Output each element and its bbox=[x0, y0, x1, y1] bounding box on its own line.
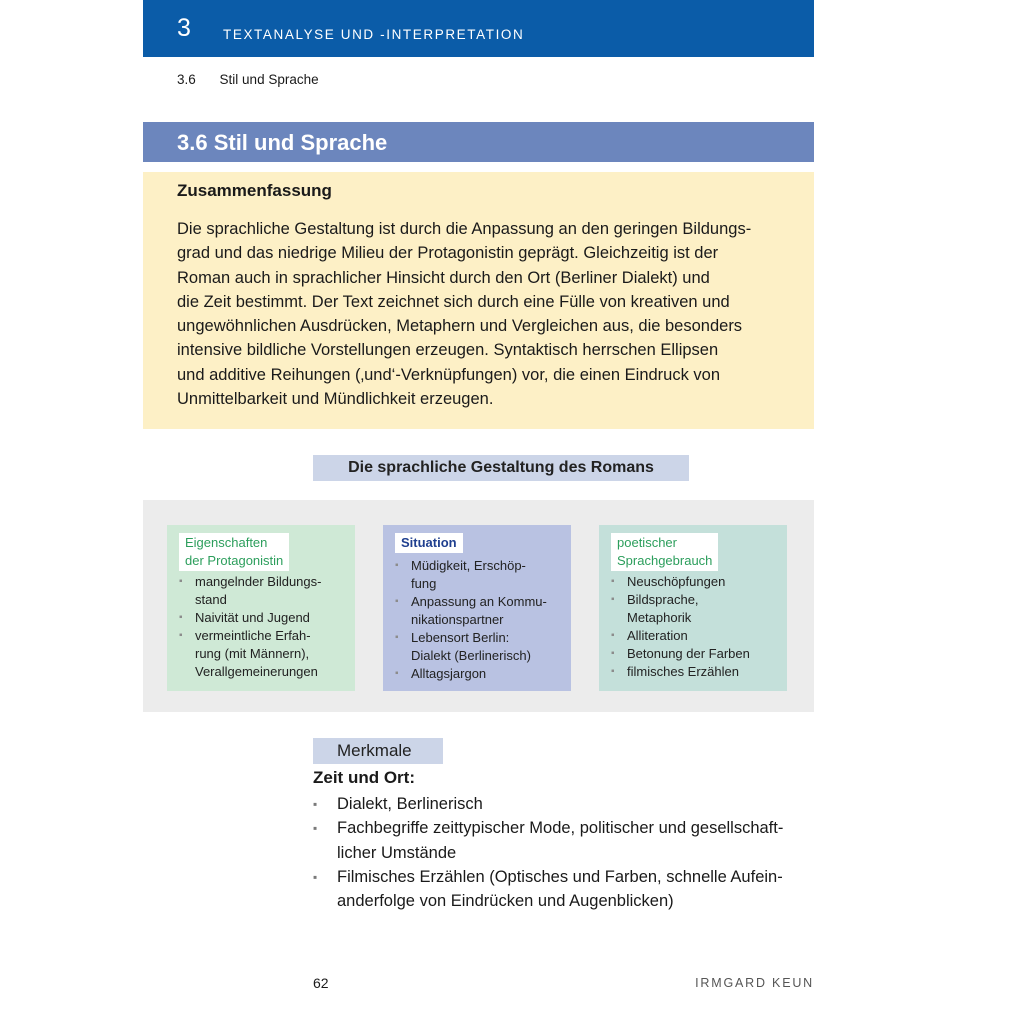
diagram-area bbox=[143, 500, 814, 712]
item-line: Neuschöpfungen bbox=[627, 574, 726, 589]
box-list bbox=[395, 557, 547, 683]
list-item bbox=[179, 627, 321, 681]
item-line: nikationspartner bbox=[411, 612, 504, 627]
box-protagonist-traits bbox=[167, 525, 355, 691]
chapter-header-bar bbox=[143, 0, 814, 57]
list-item bbox=[395, 665, 547, 683]
list-item bbox=[179, 609, 321, 627]
item-line: Lebensort Berlin: bbox=[411, 630, 510, 645]
item-line: Alltagsjargon bbox=[411, 666, 487, 681]
item-line: Dialekt (Berlinerisch) bbox=[411, 648, 531, 663]
list-item bbox=[611, 573, 750, 591]
section-title: 3.6 Stil und Sprache bbox=[177, 130, 388, 155]
box-list bbox=[611, 573, 750, 681]
box-label-line: poetischer bbox=[617, 535, 677, 550]
diagram-title: Die sprachliche Gestaltung des Romans bbox=[313, 455, 689, 481]
list-item bbox=[313, 816, 823, 865]
summary-line: Roman auch in sprachlicher Hinsicht durch den Ort (Berliner Dialekt) und bbox=[177, 268, 710, 287]
list-item bbox=[611, 645, 750, 663]
box-poetic-language bbox=[599, 525, 787, 691]
chapter-title: TEXTANALYSE UND -INTERPRETATION bbox=[223, 27, 525, 42]
box-label-line: Situation bbox=[401, 535, 457, 550]
summary-line: ungewöhnlichen Ausdrücken, Metaphern und Vergleichen aus, die besonders bbox=[177, 317, 743, 336]
running-head-title: Stil und Sprache bbox=[219, 72, 319, 87]
summary-box bbox=[143, 172, 814, 429]
list-item bbox=[611, 627, 750, 645]
list-item bbox=[313, 865, 823, 914]
summary-text bbox=[177, 217, 817, 411]
item-line: Müdigkeit, Erschöp- bbox=[411, 558, 526, 573]
list-item bbox=[395, 629, 547, 665]
list-item bbox=[611, 591, 750, 627]
merkmale-tag-label: Merkmale bbox=[337, 741, 412, 760]
item-line: anderfolge von Eindrücken und Augenblicken) bbox=[337, 892, 674, 911]
item-line: Naivität und Jugend bbox=[195, 610, 310, 625]
item-line: fung bbox=[411, 576, 437, 591]
chapter-number: 3 bbox=[177, 14, 191, 42]
list-item bbox=[395, 557, 547, 593]
summary-line: die Zeit bestimmt. Der Text zeichnet sich durch eine Fülle von kreativen und bbox=[177, 292, 730, 311]
summary-line: Die sprachliche Gestaltung ist durch die Anpassung an den geringen Bildungs- bbox=[177, 220, 752, 238]
item-line: vermeintliche Erfah- bbox=[195, 628, 311, 643]
list-item bbox=[611, 663, 750, 681]
summary-line: und additive Reihungen (‚und‘-Verknüpfungen) vor, die einen Eindruck von bbox=[177, 365, 721, 384]
item-line: Dialekt, Berlinerisch bbox=[337, 795, 483, 813]
list-item bbox=[313, 792, 823, 816]
merkmale-list bbox=[313, 792, 823, 913]
list-item bbox=[395, 593, 547, 629]
item-line: filmisches Erzählen bbox=[627, 664, 739, 679]
box-list bbox=[179, 573, 321, 681]
item-line: licher Umstände bbox=[337, 843, 457, 862]
page-number: 62 bbox=[313, 975, 329, 991]
merkmale-subheading: Zeit und Ort: bbox=[313, 768, 415, 787]
item-line: Fachbegriffe zeittypischer Mode, politischer und gesellschaft- bbox=[337, 819, 784, 838]
summary-line: intensive bildliche Vorstellungen erzeugen. Syntaktisch herrschen Ellipsen bbox=[177, 341, 719, 360]
box-label bbox=[179, 533, 289, 571]
section-heading-bar bbox=[143, 122, 814, 162]
box-situation bbox=[383, 525, 571, 691]
item-line: stand bbox=[195, 592, 227, 607]
item-line: Verallgemeinerungen bbox=[195, 664, 318, 679]
item-line: Alliteration bbox=[627, 628, 688, 643]
item-line: Betonung der Farben bbox=[627, 646, 750, 661]
box-label-line: Eigenschaften bbox=[185, 535, 268, 550]
running-head bbox=[177, 72, 319, 87]
book-author: IRMGARD KEUN bbox=[695, 976, 814, 990]
list-item bbox=[179, 573, 321, 609]
item-line: Anpassung an Kommu- bbox=[411, 594, 547, 609]
box-label-line: Sprachgebrauch bbox=[617, 553, 713, 568]
item-line: Filmisches Erzählen (Optisches und Farben, schnelle Aufein- bbox=[337, 867, 783, 886]
box-label-line: der Protagonistin bbox=[185, 553, 284, 568]
item-line: Bildsprache, bbox=[627, 592, 699, 607]
summary-heading: Zusammenfassung bbox=[177, 181, 332, 200]
summary-line: grad und das niedrige Milieu der Protagonistin geprägt. Gleichzeitig ist der bbox=[177, 244, 719, 263]
running-head-number: 3.6 bbox=[177, 72, 196, 87]
summary-line: Unmittelbarkeit und Mündlichkeit erzeugen. bbox=[177, 390, 494, 409]
box-label bbox=[395, 533, 463, 553]
box-label bbox=[611, 533, 718, 571]
item-line: Metaphorik bbox=[627, 610, 692, 625]
item-line: mangelnder Bildungs- bbox=[195, 574, 322, 589]
merkmale-tag bbox=[313, 738, 443, 764]
item-line: rung (mit Männern), bbox=[195, 646, 310, 661]
